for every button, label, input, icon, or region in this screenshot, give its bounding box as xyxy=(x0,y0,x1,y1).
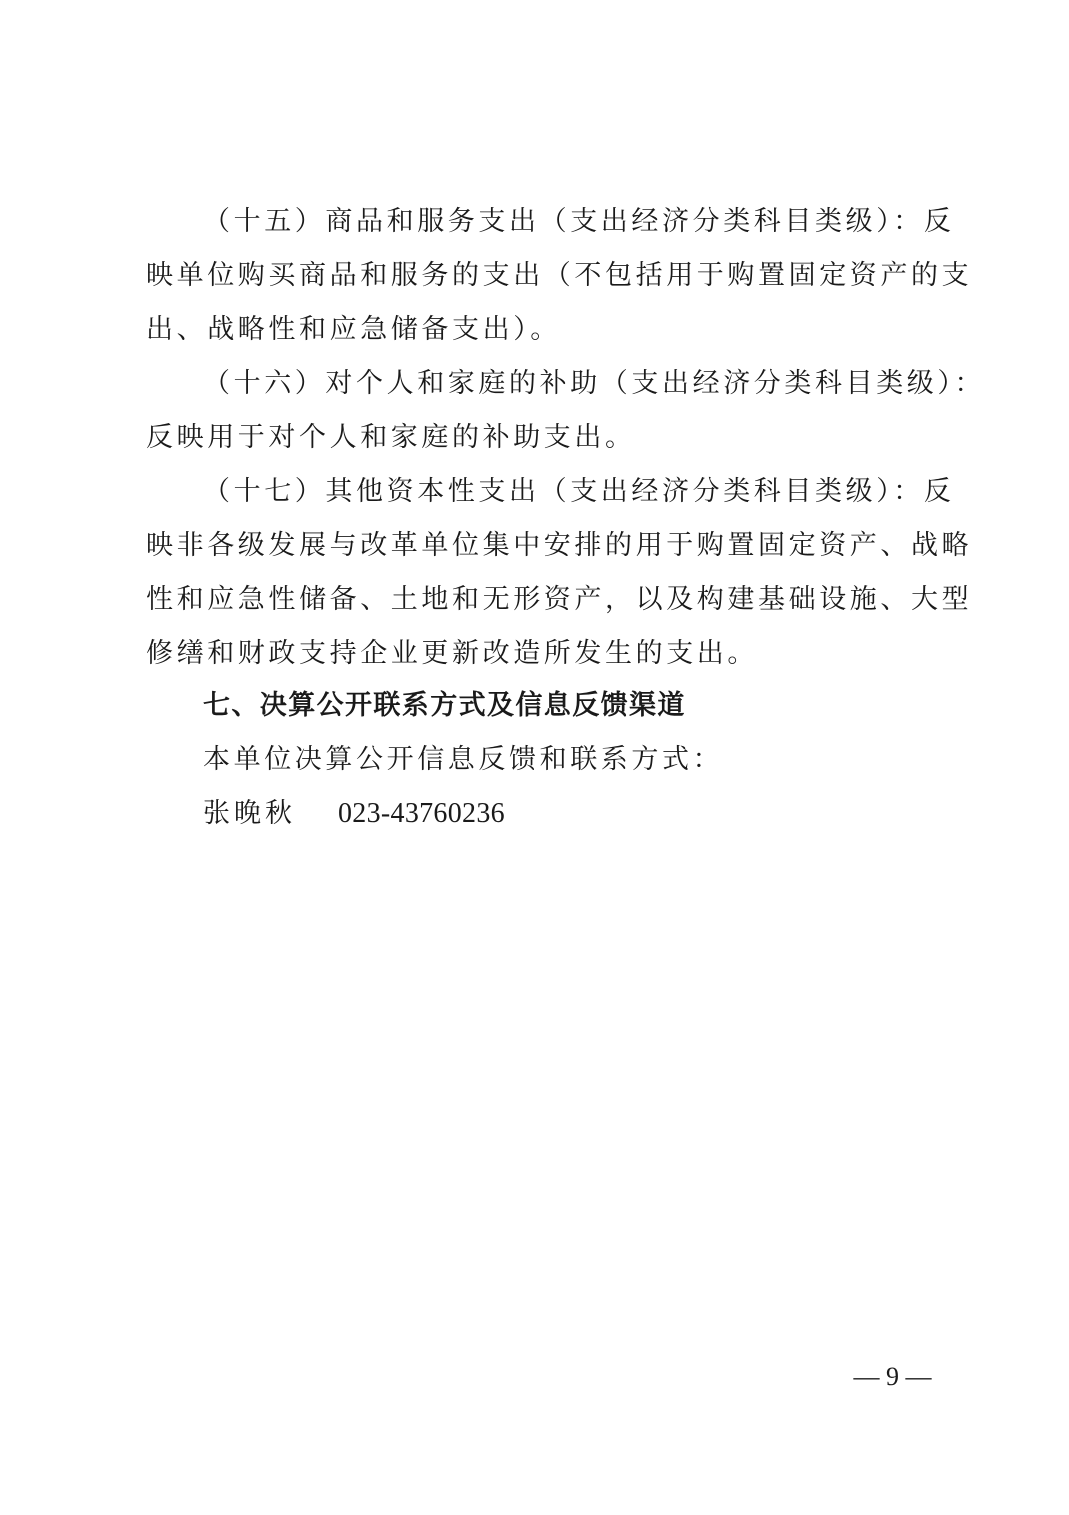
paragraph-16-line-2: 反映用于对个人和家庭的补助支出。 xyxy=(146,422,636,453)
paragraph-17-line-3: 性和应急性储备、土地和无形资产，以及构建基础设施、大型 xyxy=(146,584,973,615)
paragraph-15-line-2: 映单位购买商品和服务的支出（不包括用于购置固定资产的支 xyxy=(146,260,973,291)
paragraph-16-line-1: （十六）对个人和家庭的补助（支出经济分类科目类级）： xyxy=(203,368,986,399)
section-7-intro: 本单位决算公开信息反馈和联系方式： xyxy=(203,744,724,775)
page-number: — 9 — xyxy=(853,1362,932,1391)
paragraph-17-line-4: 修缮和财政支持企业更新改造所发生的支出。 xyxy=(146,638,758,669)
contact-phone: 023-43760236 xyxy=(338,798,505,829)
paragraph-17-line-1: （十七）其他资本性支出（支出经济分类科目类级）：反 xyxy=(203,476,955,507)
contact-name: 张晚秋 xyxy=(203,798,296,829)
contact-line xyxy=(203,798,505,830)
paragraph-17-line-2: 映非各级发展与改革单位集中安排的用于购置固定资产、战略 xyxy=(146,530,973,561)
section-7-heading: 七、决算公开联系方式及信息反馈渠道 xyxy=(203,690,686,721)
paragraph-15-line-1: （十五）商品和服务支出（支出经济分类科目类级）：反 xyxy=(203,206,955,237)
paragraph-15-line-3: 出、战略性和应急储备支出）。 xyxy=(146,314,561,345)
